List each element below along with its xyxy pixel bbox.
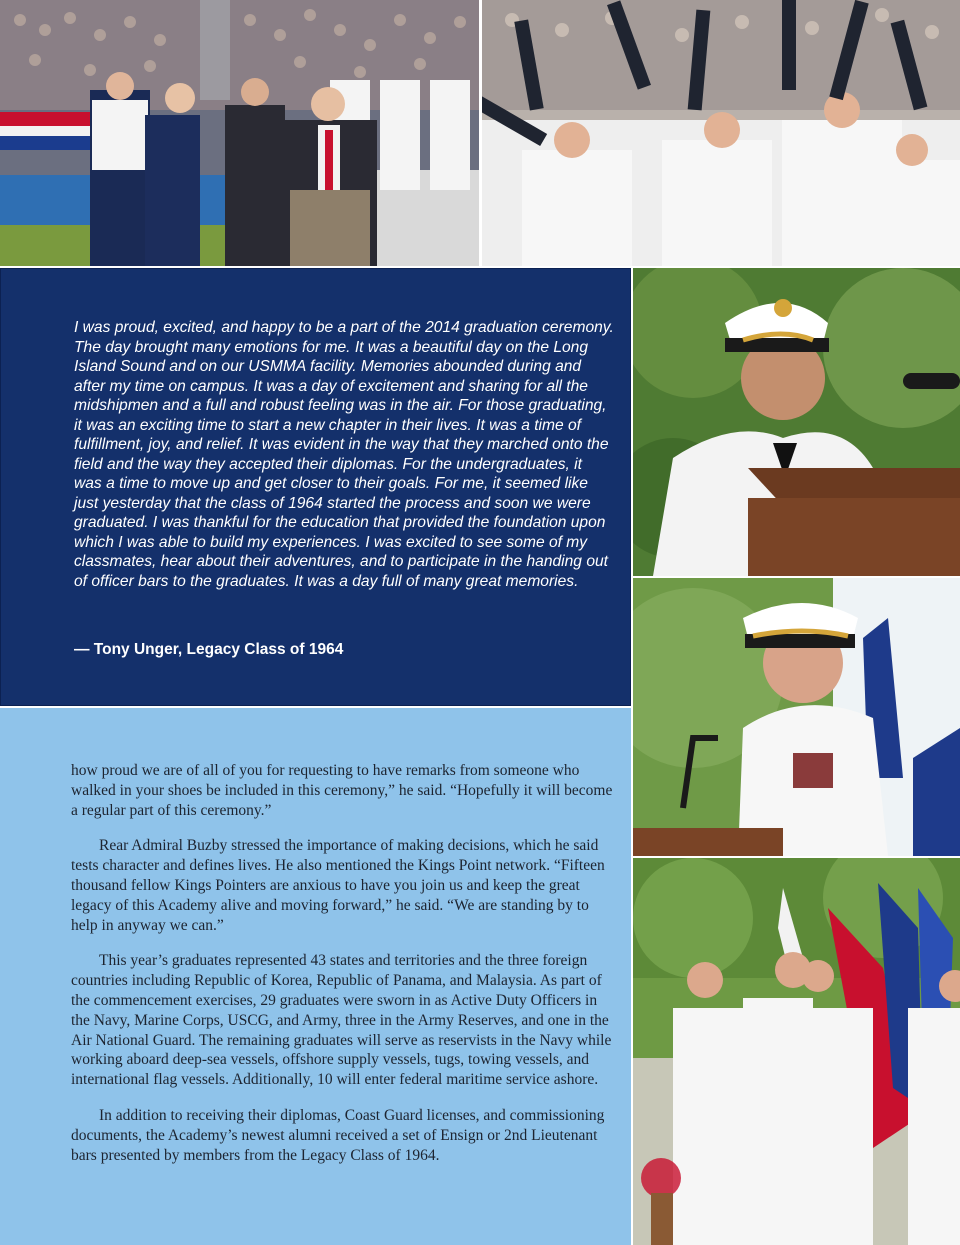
article-panel xyxy=(0,708,631,1245)
photo-officer-speaking xyxy=(633,268,960,576)
article-paragraph: how proud we are of all of you for requesting to have remarks from someone who walked in your shoes be included in this ceremony,” he said. “Hopefully it will become a regular part of this ceremony.” xyxy=(71,762,613,819)
quote-panel xyxy=(0,268,631,706)
article-paragraph: In addition to receiving their diplomas, Coast Guard licenses, and commissioning documents, the Academy’s newest alumni received a set of Ensign or 2nd Lieutenant bars presented by members from the Legacy Class of 1964. xyxy=(71,1106,605,1164)
quote-attribution: — Tony Unger, Legacy Class of 1964 xyxy=(74,641,344,658)
article-paragraph: Rear Admiral Buzby stressed the importance of making decisions, which he said tests character and defines lives. He also mentioned the Kings Point network. “Fifteen thousand fellow Kings Pointers are anxious to have you join us and keep the great legacy of this Academy alive and moving forward,” he said. “We are standing by to help in anyway we can.” xyxy=(71,837,605,934)
quote-text: I was proud, excited, and happy to be a part of the 2014 graduation ceremony. The day brought many emotions for me. It was a beautiful day on the Long Island Sound and on our USMMA facility. Memories abounded during and after my time on campus. It was a day of excitement and sharing for all the midshipmen and a full and robust feeling was in the air. For those graduating, it was an exciting time to start a new chapter in their lives. It was a time of fulfillment, joy, and relief. It was evident in the way that they marched onto the field and the way they accepted their diplomas. For the undergraduates, it was a time to move up and get closer to their goals. For me, it seemed like just yesterday that the class of 1964 started the process and soon we were graduated. I was thankful for the education that provided the foundation upon which I was able to build my experiences. I was excited to see some of my classmates, hear about their adventures, and to participate in the handing out of officer bars to the graduates. It was a day full of many great memories. xyxy=(74,319,614,590)
photo-graduates-celebrating xyxy=(482,0,960,266)
photo-veterans-procession xyxy=(0,0,479,266)
photo-admiral-speaking xyxy=(633,578,960,856)
article-body xyxy=(71,761,613,1181)
photo-graduates-with-flags xyxy=(633,858,960,1245)
article-paragraph: This year’s graduates represented 43 states and territories and the three foreign countries including Republic of Korea, Republic of Panama, and Malaysia. As part of the commencement exercises, 29 graduates were sworn in as Active Duty Officers in the Navy, Marine Corps, USCG, and Army, three in the Army Reserves, and one in the Air National Guard. The remaining graduates will serve as reservists in the Navy while working aboard deep-sea vessels, offshore supply vessels, tugs, towing vessels, and international flag vessels. Additionally, 10 will enter federal maritime service ashore. xyxy=(71,952,612,1089)
